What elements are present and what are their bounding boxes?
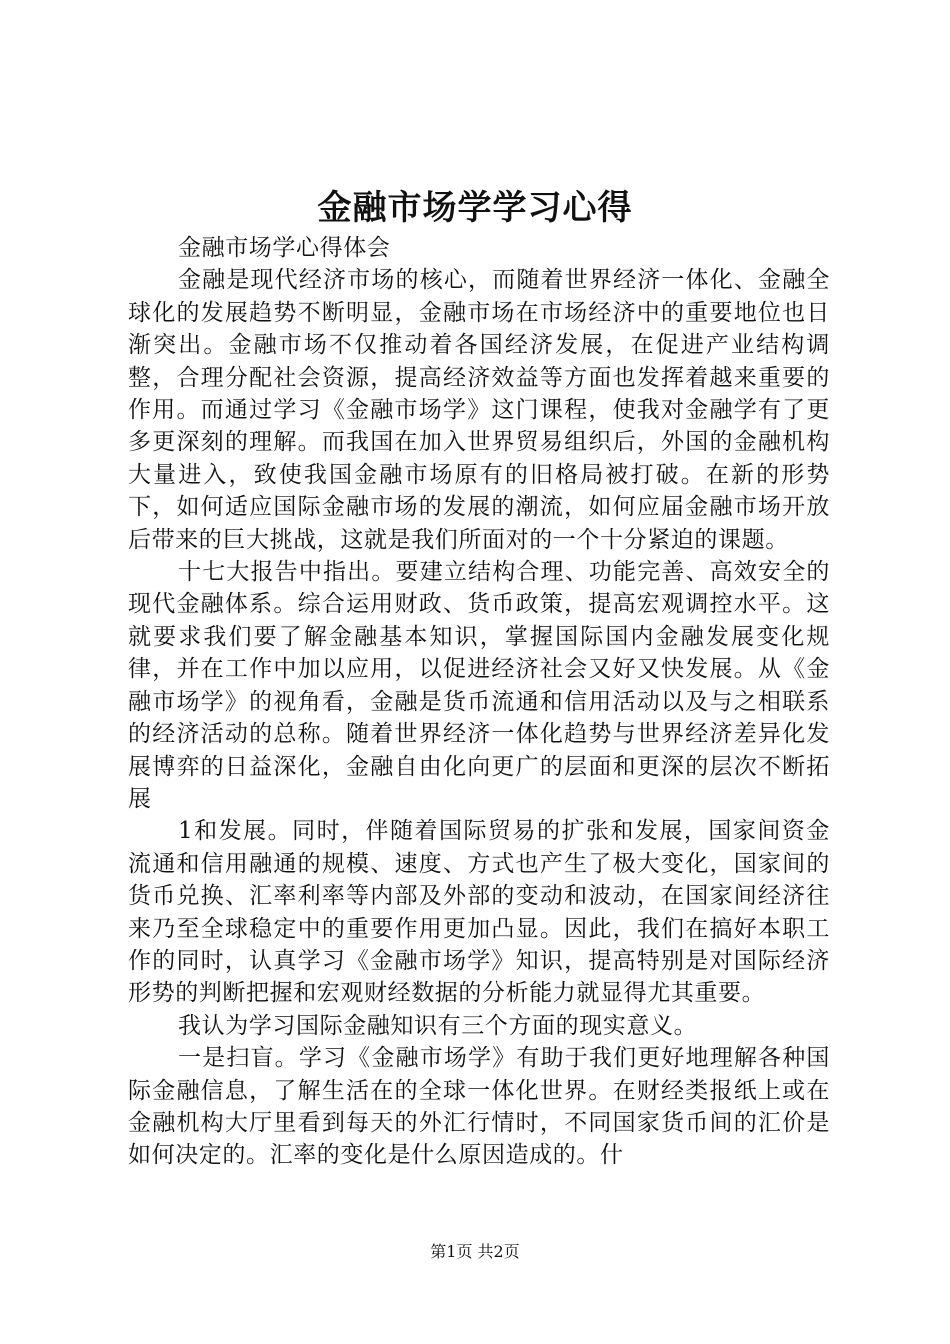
page-footer: 第1页 共2页 (430, 1242, 520, 1261)
paragraph-subtitle: 金融市场学心得体会 (178, 235, 391, 261)
paragraph-intro: 金融是现代经济市场的核心，而随着世界经济一体化、金融全球化的发展趋势不断明显，金融市场在市场经济中的重要地位也日渐突出。金融市场不仅推动着各国经济发展，在促进产业结构调整，合理分配社会资源，提高经济效益等方面也发挥着越来重要的作用。而通过学习《金融市场学》这门课程，使我对金融学有了更多更深刻的理解。而我国在加入世界贸易组织后，外国的金融机构大量进入，致使我国金融市场原有的旧格局被打破。在新的形势下，如何适应国际金融市场的发展的潮流，如何应届金融市场开放后带来的巨大挑战，这就是我们所面对的一个十分紧迫的课题。 (128, 267, 830, 553)
document-title: 金融市场学学习心得 (317, 188, 633, 228)
paragraph-significance: 我认为学习国际金融知识有三个方面的现实意义。 (178, 1012, 698, 1039)
document-body (128, 232, 830, 1172)
paragraph-development: 1和发展。同时，伴随着国际贸易的扩张和发展，国家间资金流通和信用融通的规模、速度、方式也产生了极大变化，国家间的货币兑换、汇率利率等内部及外部的变动和波动，在国家间经济往来乃至全球稳定中的重要作用更加凸显。因此，我们在搞好本职工作的同时，认真学习《金融市场学》知识，提高特别是对国际经济形势的判断把握和宏观财经数据的分析能力就显得尤其重要。 (128, 818, 830, 1007)
paragraph-first-point: 一是扫盲。学习《金融市场学》有助于我们更好地理解各种国际金融信息，了解生活在的全球一体化世界。在财经类报纸上或在金融机构大厅里看到每天的外汇行情时，不同国家货币间的汇价是如何决定的。汇率的变化是什么原因造成的。什 (128, 1045, 830, 1169)
paragraph-report: 十七大报告中指出。要建立结构合理、功能完善、高效安全的现代金融体系。综合运用财政、货币政策，提高宏观调控水平。这就要求我们要了解金融基本知识，掌握国际国内金融发展变化规律，并在工作中加以应用，以促进经济社会又好又快发展。从《金融市场学》的视角看，金融是货币流通和信用活动以及与之相联系的经济活动的总称。随着世界经济一体化趋势与世界经济差异化发展博弈的日益深化，金融自由化向更广的层面和更深的层次不断拓展 (128, 559, 830, 812)
